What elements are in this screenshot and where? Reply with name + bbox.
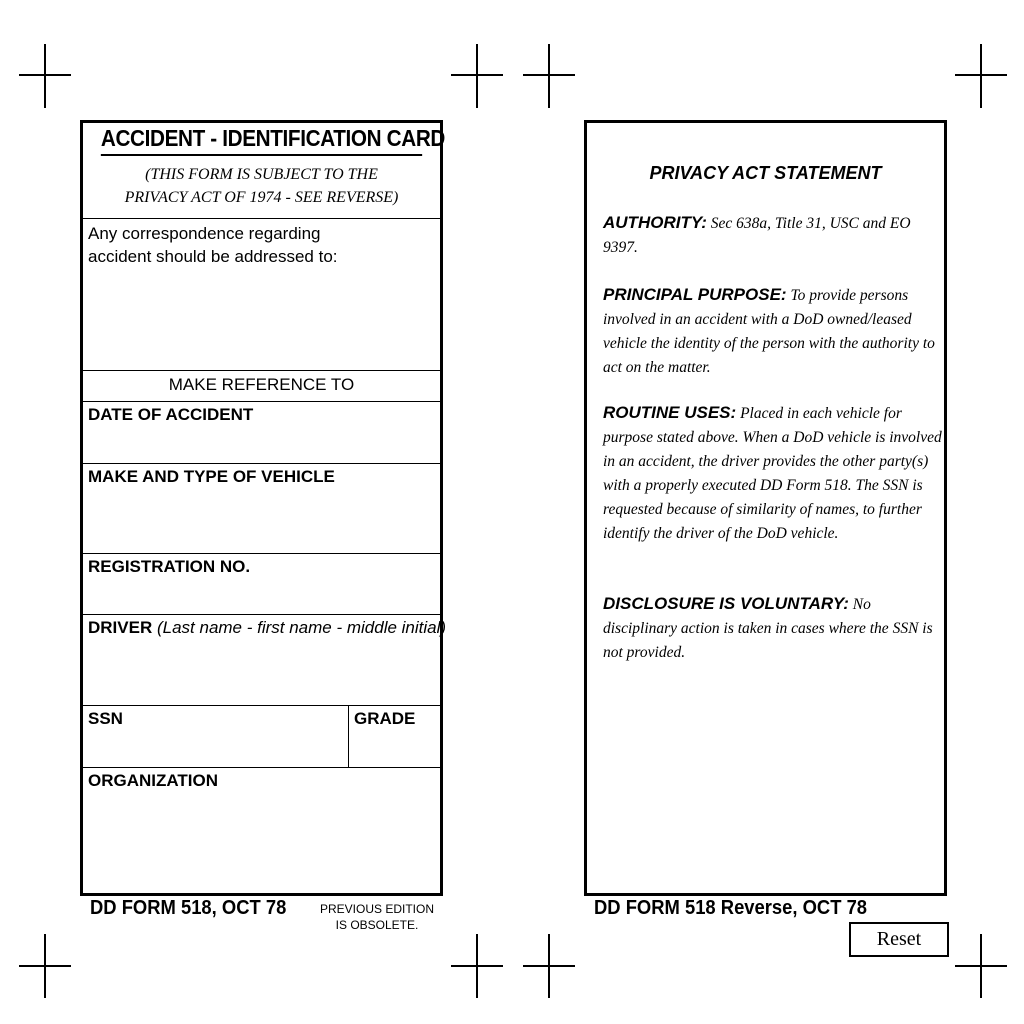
organization-field[interactable] [83,767,440,893]
driver-label-hint: (Last name - first name - middle initial) [156,618,447,637]
privacy-notice-line1: (THIS FORM IS SUBJECT TO THE [145,166,378,183]
purpose-text: To provide persons involved in an accident with a DoD owned/leased vehicle the identity of the person with the authority to act on the matter. [603,287,935,376]
ssn-label: SSN [88,709,123,728]
vehicle-label: MAKE AND TYPE OF VEHICLE [88,467,335,486]
disclosure-section [603,592,943,665]
make-reference-heading: MAKE REFERENCE TO [83,370,440,401]
privacy-notice-line2: PRIVACY ACT OF 1974 - SEE REVERSE) [124,189,399,206]
crop-mark [44,44,46,108]
privacy-notice [83,156,440,218]
reset-button[interactable]: Reset [849,922,949,957]
driver-field[interactable] [83,614,447,705]
date-of-accident-field[interactable] [83,401,440,463]
authority-heading: AUTHORITY: [603,213,707,232]
routine-uses-text: Placed in each vehicle for purpose stated above. When a DoD vehicle is involved in an accident, the driver provides the other party(s) with a properly executed DD Form 518. The SSN is requested because of similarity of names, to further identify the driver of the DoD vehicle. [603,405,942,542]
previous-edition-line2: IS OBSOLETE. [335,918,419,932]
authority-section [603,211,943,260]
authority-text: Sec 638a, Title 31, USC and EO 9397. [603,215,911,256]
correspondence-field[interactable] [83,218,440,370]
registration-field[interactable] [83,553,440,614]
card-title: ACCIDENT - IDENTIFICATION CARD [101,123,422,156]
correspondence-label: Any correspondence regarding accident should be addressed to: [88,224,338,266]
crop-mark [548,44,550,108]
driver-label-text: DRIVER [88,618,153,637]
crop-mark [980,934,982,998]
purpose-section [603,283,943,380]
disclosure-heading: DISCLOSURE IS VOLUNTARY: [603,594,849,613]
routine-uses-section [603,401,943,546]
crop-mark [548,934,550,998]
crop-mark [980,44,982,108]
crop-mark [44,934,46,998]
ssn-field[interactable] [83,706,349,767]
disclosure-text: No disciplinary action is taken in cases where the SSN is not provided. [603,596,933,661]
grade-label: GRADE [354,709,416,728]
front-form-number: DD FORM 518, OCT 78 [90,897,287,919]
grade-field[interactable] [349,706,440,767]
date-of-accident-label: DATE OF ACCIDENT [88,405,254,424]
card-back [584,120,947,896]
crop-mark [476,934,478,998]
registration-label: REGISTRATION NO. [88,557,251,576]
vehicle-field[interactable] [83,463,440,553]
card-front [80,120,447,896]
purpose-heading: PRINCIPAL PURPOSE: [603,285,787,304]
previous-edition-line1: PREVIOUS EDITION [319,902,435,916]
privacy-act-title: PRIVACY ACT STATEMENT [649,163,882,183]
ssn-grade-row [83,705,440,767]
previous-edition-note [318,901,436,933]
back-form-number: DD FORM 518 Reverse, OCT 78 [594,897,868,919]
routine-uses-heading: ROUTINE USES: [603,403,737,422]
crop-mark [476,44,478,108]
organization-label: ORGANIZATION [88,771,219,790]
driver-label [83,615,447,638]
